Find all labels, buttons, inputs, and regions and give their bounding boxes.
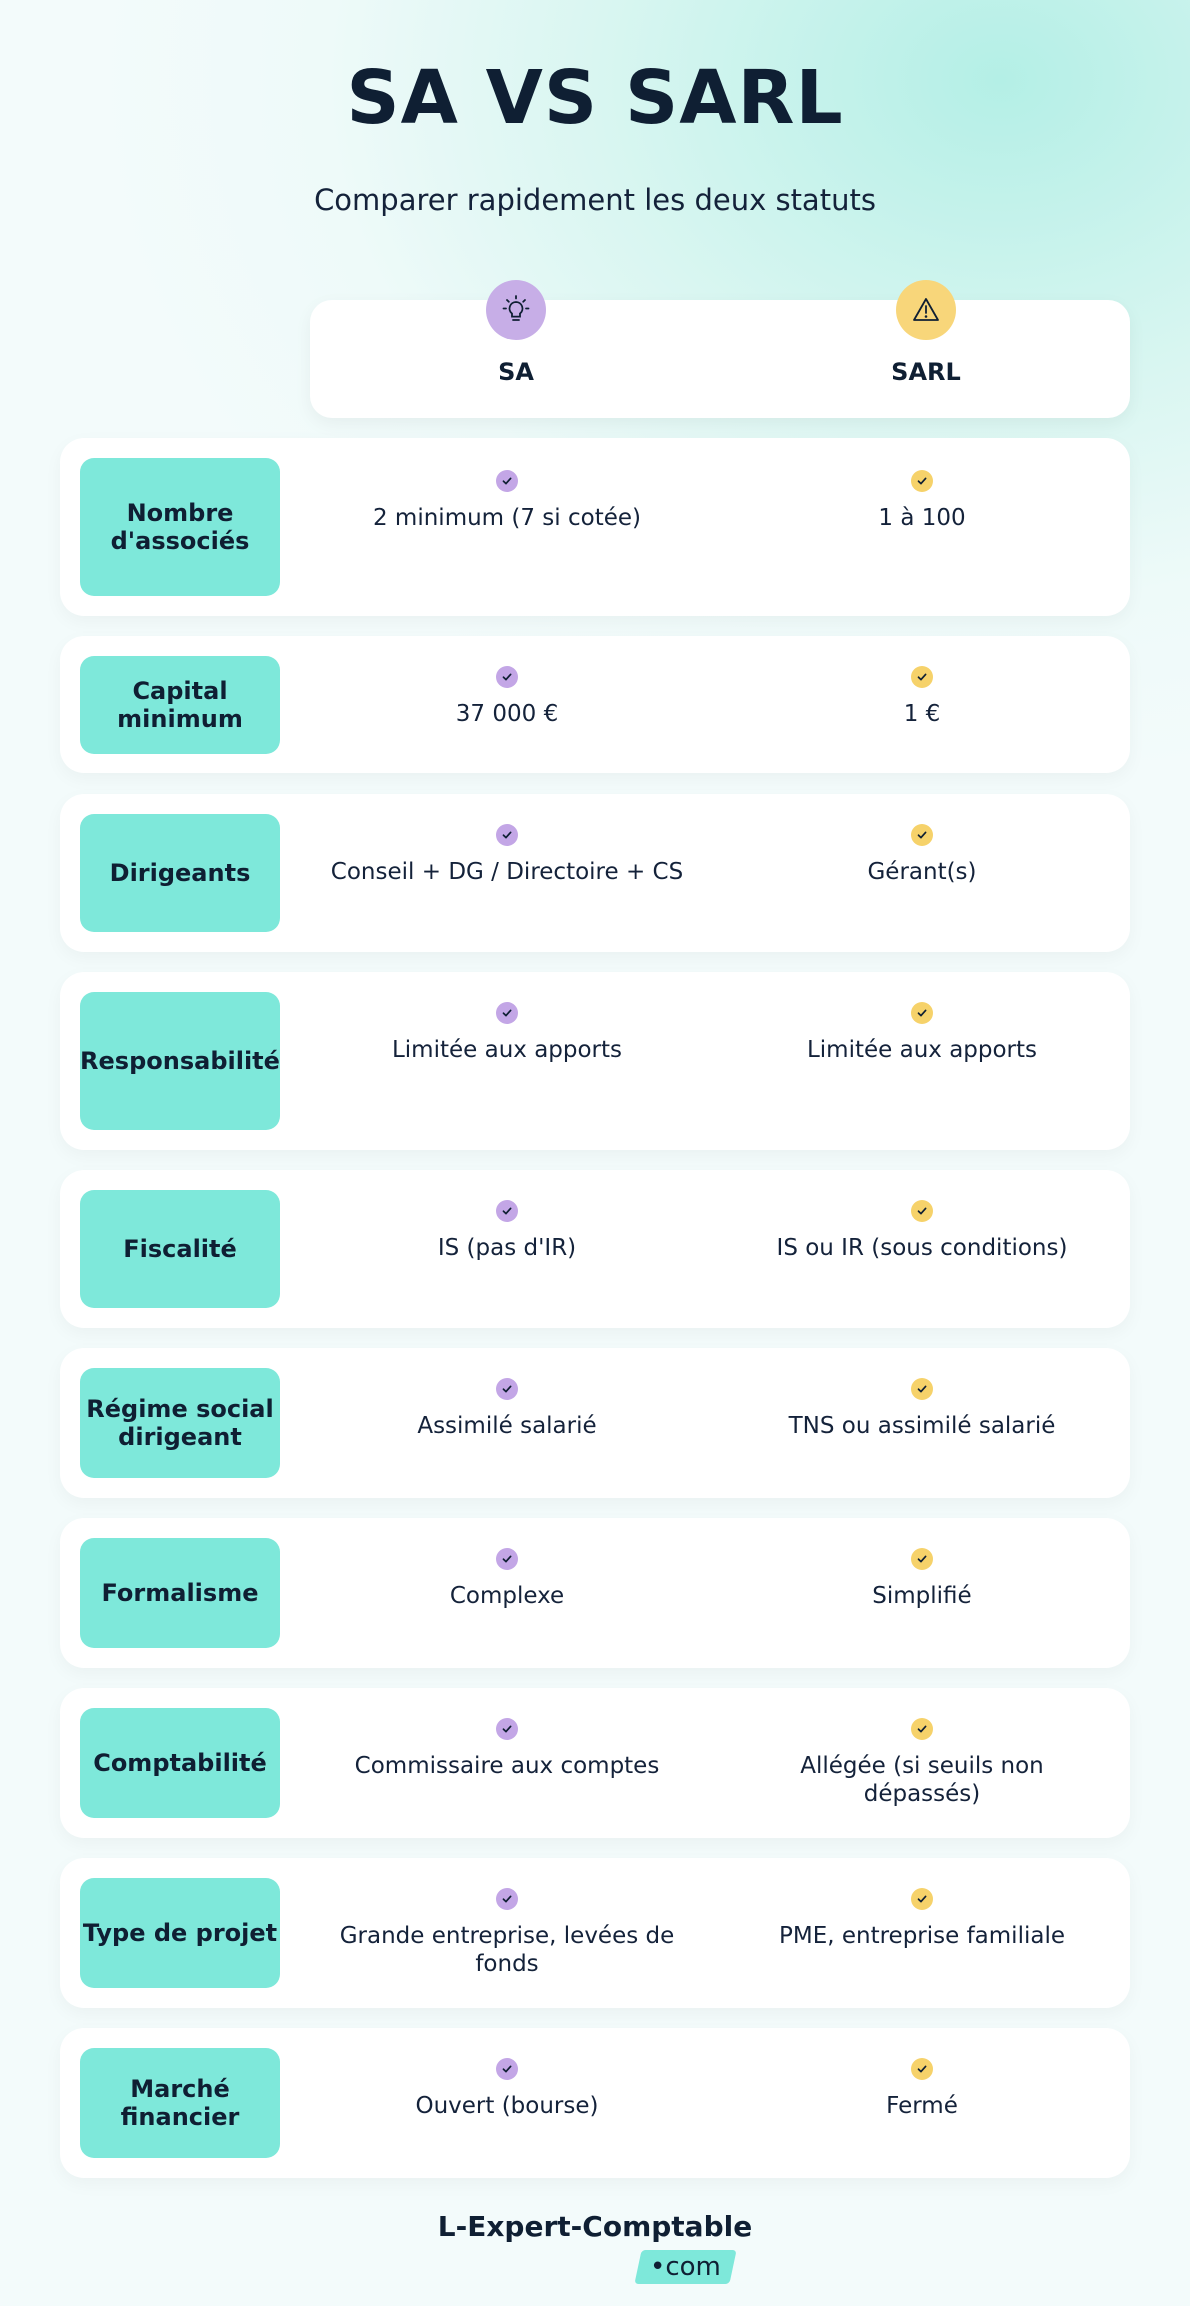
comparison-row bbox=[60, 972, 1130, 1150]
cell-sarl bbox=[742, 824, 1102, 886]
page-title: SA VS SARL bbox=[346, 55, 844, 141]
check-icon bbox=[911, 824, 933, 846]
comparison-row bbox=[60, 438, 1130, 616]
cell-value: Allégée (si seuils non dépassés) bbox=[800, 1753, 1044, 1808]
cell-sa bbox=[327, 1378, 687, 1440]
row-label: Nombre d'associés bbox=[80, 458, 280, 596]
check-icon bbox=[496, 470, 518, 492]
cell-sarl bbox=[742, 666, 1102, 728]
row-label: Comptabilité bbox=[80, 1708, 280, 1818]
check-icon bbox=[911, 1718, 933, 1740]
cell-sa bbox=[327, 1888, 687, 1978]
cell-value: Grande entreprise, levées de fonds bbox=[339, 1923, 675, 1978]
check-icon bbox=[911, 666, 933, 688]
row-label: Dirigeants bbox=[80, 814, 280, 932]
check-icon bbox=[911, 1888, 933, 1910]
cell-value: IS (pas d'IR) bbox=[437, 1235, 577, 1261]
cell-value: 1 à 100 bbox=[878, 505, 966, 531]
check-icon bbox=[911, 1200, 933, 1222]
check-icon bbox=[911, 2058, 933, 2080]
row-label: Capital minimum bbox=[80, 656, 280, 754]
cell-value: Gérant(s) bbox=[867, 859, 977, 885]
check-icon bbox=[496, 666, 518, 688]
cell-value: PME, entreprise familiale bbox=[778, 1923, 1065, 1949]
check-icon bbox=[496, 1548, 518, 1570]
comparison-row bbox=[60, 794, 1130, 952]
cell-sarl bbox=[742, 470, 1102, 532]
row-label: Fiscalité bbox=[80, 1190, 280, 1308]
cell-sarl bbox=[742, 1548, 1102, 1610]
row-label: Type de projet bbox=[80, 1878, 280, 1988]
cell-sarl bbox=[742, 1002, 1102, 1064]
cell-sa bbox=[327, 470, 687, 532]
comparison-row bbox=[60, 1858, 1130, 2008]
cell-sarl bbox=[742, 1718, 1102, 1808]
check-icon bbox=[911, 470, 933, 492]
cell-value: Assimilé salarié bbox=[417, 1413, 597, 1439]
cell-value: Conseil + DG / Directoire + CS bbox=[330, 859, 684, 885]
cell-value: 1 € bbox=[903, 701, 941, 727]
check-icon bbox=[496, 1002, 518, 1024]
comparison-row bbox=[60, 2028, 1130, 2178]
comparison-row bbox=[60, 1348, 1130, 1498]
cell-sa bbox=[327, 666, 687, 728]
cell-sa bbox=[327, 824, 687, 886]
row-label: Marché financier bbox=[80, 2048, 280, 2158]
cell-value: Limitée aux apports bbox=[806, 1037, 1038, 1063]
cell-sarl bbox=[742, 1888, 1102, 1950]
check-icon bbox=[911, 1548, 933, 1570]
row-label: Régime social dirigeant bbox=[80, 1368, 280, 1478]
row-label: Formalisme bbox=[80, 1538, 280, 1648]
column-label-sa: SA bbox=[498, 358, 534, 386]
comparison-row bbox=[60, 1518, 1130, 1668]
cell-value: Simplifié bbox=[872, 1583, 972, 1609]
cell-value: IS ou IR (sous conditions) bbox=[776, 1235, 1068, 1261]
cell-sa bbox=[327, 2058, 687, 2120]
check-icon bbox=[496, 824, 518, 846]
cell-sarl bbox=[742, 1378, 1102, 1440]
lightbulb-icon bbox=[486, 280, 546, 340]
cell-sa bbox=[327, 1002, 687, 1064]
warning-triangle-icon bbox=[896, 280, 956, 340]
check-icon bbox=[911, 1378, 933, 1400]
cell-value: Complexe bbox=[449, 1583, 565, 1609]
comparison-row bbox=[60, 636, 1130, 773]
brand-name: L-Expert-Comptable bbox=[437, 2210, 753, 2243]
check-icon bbox=[496, 1200, 518, 1222]
row-label: Responsabilité bbox=[80, 992, 280, 1130]
cell-sa bbox=[327, 1718, 687, 1780]
check-icon bbox=[496, 1378, 518, 1400]
cell-value: Limitée aux apports bbox=[391, 1037, 623, 1063]
brand-tld bbox=[634, 2250, 736, 2284]
check-icon bbox=[496, 1888, 518, 1910]
check-icon bbox=[911, 1002, 933, 1024]
brand-logo bbox=[0, 2210, 1190, 2282]
comparison-row bbox=[60, 1688, 1130, 1838]
comparison-row bbox=[60, 1170, 1130, 1328]
cell-value: Commissaire aux comptes bbox=[354, 1753, 660, 1779]
cell-sarl bbox=[742, 1200, 1102, 1262]
cell-value: 2 minimum (7 si cotée) bbox=[372, 505, 641, 531]
cell-sarl bbox=[742, 2058, 1102, 2120]
cell-sa bbox=[327, 1200, 687, 1262]
cell-value: TNS ou assimilé salarié bbox=[788, 1413, 1056, 1439]
cell-sa bbox=[327, 1548, 687, 1610]
brand-tld-text: •com bbox=[650, 2252, 721, 2282]
check-icon bbox=[496, 2058, 518, 2080]
page-subtitle: Comparer rapidement les deux statuts bbox=[314, 183, 876, 217]
cell-value: Fermé bbox=[886, 2093, 958, 2119]
column-label-sarl: SARL bbox=[891, 358, 961, 386]
check-icon bbox=[496, 1718, 518, 1740]
cell-value: Ouvert (bourse) bbox=[415, 2093, 599, 2119]
cell-value: 37 000 € bbox=[455, 701, 559, 727]
